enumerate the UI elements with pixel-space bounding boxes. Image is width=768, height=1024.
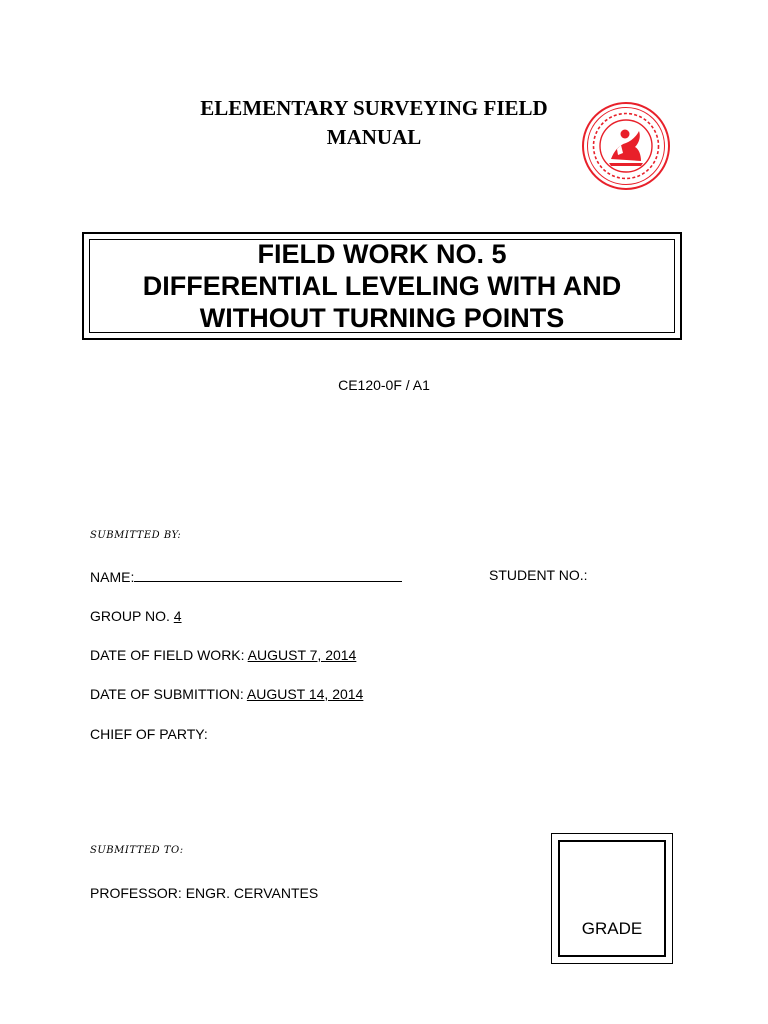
fieldwork-subtitle-line2: WITHOUT TURNING POINTS bbox=[199, 303, 565, 333]
manual-title-line2: MANUAL bbox=[326, 125, 422, 149]
group-field bbox=[90, 608, 182, 624]
fieldwork-subtitle-line1: DIFFERENTIAL LEVELING WITH AND bbox=[142, 271, 622, 301]
name-field bbox=[90, 567, 402, 585]
student-no-label: STUDENT NO.: bbox=[489, 567, 588, 583]
professor-field bbox=[90, 885, 318, 901]
professor-label: PROFESSOR: bbox=[90, 885, 182, 901]
date-submission-field bbox=[90, 686, 363, 702]
date-submission-value: AUGUST 14, 2014 bbox=[246, 686, 364, 702]
fieldwork-title: FIELD WORK NO. 5 bbox=[257, 239, 507, 269]
submitted-to-label: SUBMITTED TO: bbox=[90, 845, 184, 856]
grade-label: GRADE bbox=[581, 919, 643, 938]
name-label: NAME: bbox=[90, 569, 135, 585]
grade-box bbox=[551, 833, 673, 964]
group-value: 4 bbox=[173, 608, 182, 624]
name-blank-line bbox=[134, 567, 402, 582]
manual-title bbox=[150, 94, 598, 152]
institute-seal-logo bbox=[581, 101, 671, 191]
title-box bbox=[82, 232, 682, 340]
professor-value: ENGR. CERVANTES bbox=[185, 885, 319, 901]
date-submission-label: DATE OF SUBMITTION: bbox=[90, 686, 244, 702]
chief-of-party-field bbox=[90, 726, 208, 742]
chief-of-party-label: CHIEF OF PARTY: bbox=[90, 726, 208, 742]
date-field-work-field bbox=[90, 647, 356, 663]
date-field-work-value: AUGUST 7, 2014 bbox=[247, 647, 357, 663]
date-field-work-label: DATE OF FIELD WORK: bbox=[90, 647, 245, 663]
manual-title-line1: ELEMENTARY SURVEYING FIELD bbox=[200, 96, 548, 120]
submitted-by-label: SUBMITTED BY: bbox=[90, 530, 182, 541]
group-label: GROUP NO. bbox=[90, 608, 170, 624]
course-code: CE120-0F / A1 bbox=[338, 377, 430, 393]
